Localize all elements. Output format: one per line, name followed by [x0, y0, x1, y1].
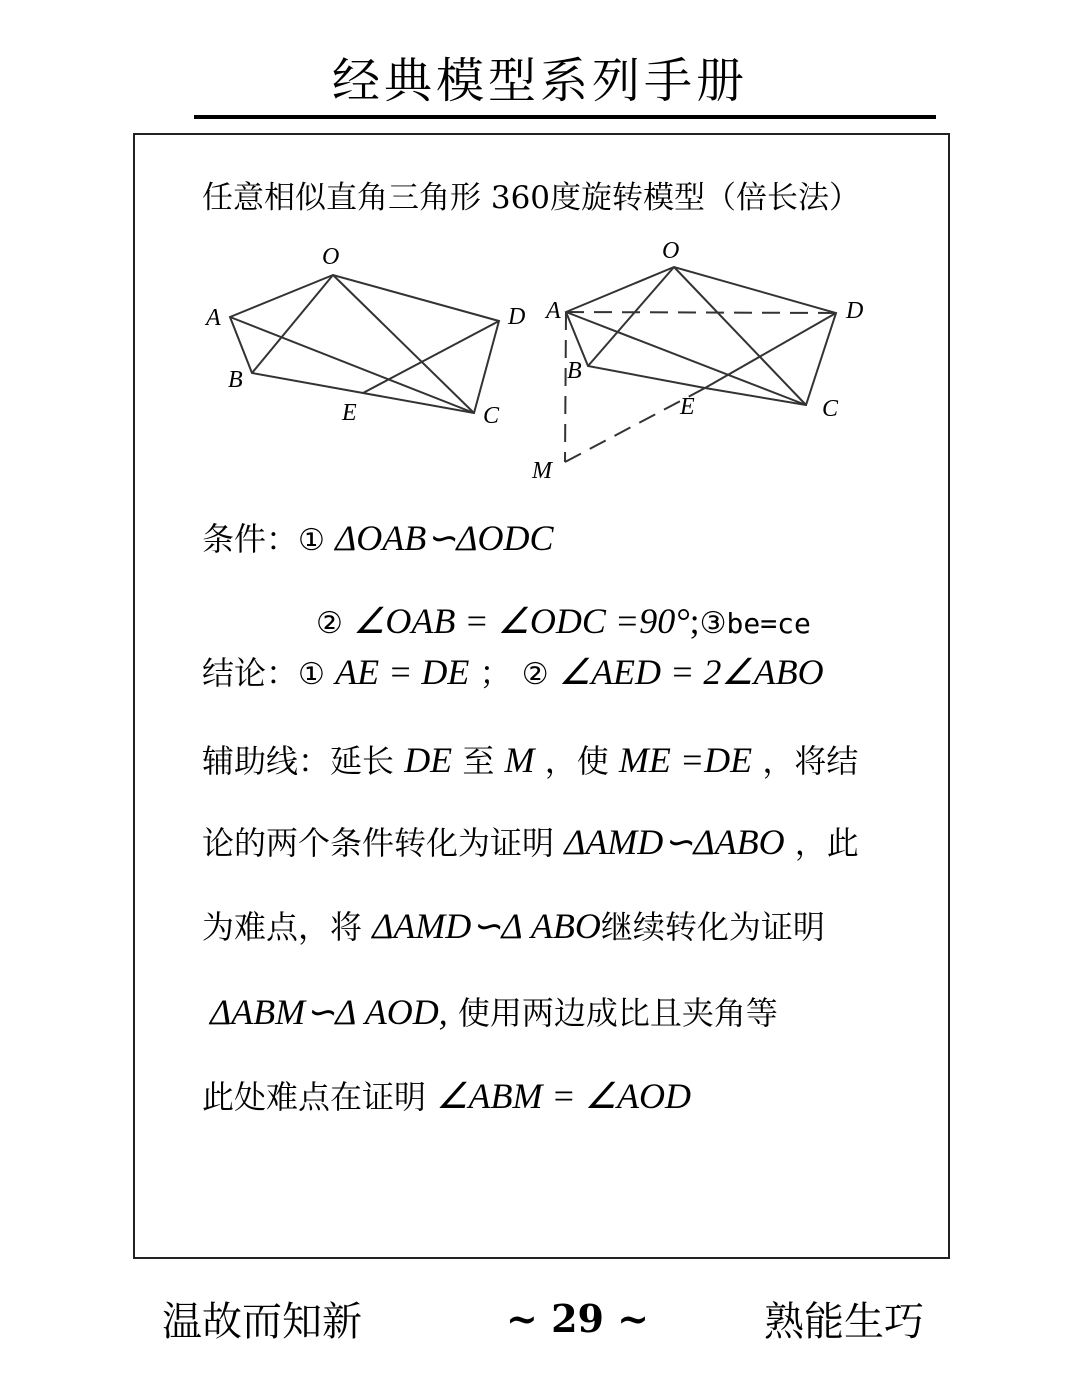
left-figure [230, 275, 499, 413]
condition-2-marker: ② [316, 606, 343, 641]
label-E: E [680, 394, 695, 420]
aux-text: ，将结 [762, 742, 859, 780]
conclusion-2-marker: ② [521, 657, 549, 692]
condition-3-text: be=ce [726, 607, 811, 640]
right-dashed-A-D [566, 312, 836, 313]
right-figure [565, 267, 836, 462]
right-labels [531, 238, 863, 484]
aux-text: 此处难点在证明 [202, 1078, 427, 1116]
left-line-O-B [252, 275, 333, 373]
right-line-A-C [566, 312, 806, 405]
aux-math: ΔAMD∽ΔABO [564, 822, 785, 862]
right-dashed-A-M [565, 312, 566, 462]
aux-text: ，使 [544, 742, 609, 780]
conclusion-label: 结论： [202, 654, 299, 692]
aux-math: ΔABM∽Δ AOD, [210, 992, 448, 1032]
left-line-A-C [230, 317, 474, 413]
label-E: E [342, 400, 357, 426]
conclusion-1-math: AE = DE [335, 652, 470, 692]
auxiliary-line-3 [202, 902, 825, 948]
right-line-D-E [705, 313, 836, 388]
footer-left-motto: 温故而知新 [162, 1299, 362, 1345]
aux-text: ，此 [794, 824, 859, 862]
label-B: B [228, 367, 243, 393]
condition-3-marker: ③ [699, 606, 727, 641]
aux-text: 为难点，将 [202, 908, 363, 946]
aux-math: DE [404, 740, 453, 780]
aux-text: 论的两个条件转化为证明 [202, 824, 555, 862]
conditions-line-2 [316, 600, 811, 642]
section-title: 任意相似直角三角形 360度旋转模型（倍长法） [202, 180, 861, 216]
page-number: ~ 29 ~ [506, 1296, 650, 1341]
footer-right-motto: 熟能生巧 [764, 1299, 924, 1345]
label-O: O [322, 244, 340, 270]
label-C: C [822, 396, 839, 422]
right-line-O-B [588, 267, 674, 366]
aux-math: ME =DE [618, 740, 753, 780]
aux-text: 辅助线：延长 [202, 742, 395, 780]
aux-text: 至 [462, 742, 495, 780]
aux-math: ΔAMD∽Δ ABO [372, 906, 601, 946]
label-A: A [546, 298, 561, 324]
condition-2-math: ∠OAB = ∠ODC =90° [353, 601, 690, 641]
geometry-figures [190, 230, 870, 490]
conditions-line-1 [202, 514, 554, 560]
aux-math: M [504, 740, 535, 780]
condition-separator: ; [689, 601, 700, 641]
auxiliary-line-1 [202, 736, 858, 782]
conditions-label: 条件： [202, 520, 299, 558]
auxiliary-line-2 [202, 818, 859, 864]
conclusion-1-marker: ① [298, 657, 325, 692]
auxiliary-line-5 [202, 1072, 691, 1118]
conclusion-line [202, 648, 824, 694]
right-line-O-C [674, 267, 806, 405]
label-D: D [846, 298, 864, 324]
conclusion-2-math: ∠AED = 2∠ABO [558, 652, 824, 692]
label-D: D [508, 304, 526, 330]
conclusion-separator: ； [479, 654, 512, 692]
label-M: M [532, 458, 552, 484]
condition-1-math: ΔOAB∽ΔODC [335, 518, 554, 558]
label-B: B [567, 358, 582, 384]
label-O: O [662, 238, 680, 264]
left-line-D-E [363, 321, 499, 393]
aux-math: ∠ABM = ∠AOD [436, 1076, 691, 1116]
label-C: C [483, 403, 500, 429]
header-rule [194, 115, 936, 119]
auxiliary-line-4 [210, 988, 778, 1034]
condition-1-marker: ① [298, 523, 325, 558]
aux-text: 使用两边成比且夹角等 [457, 994, 778, 1032]
page-header-title: 经典模型系列手册 [331, 53, 748, 109]
aux-text: 继续转化为证明 [600, 908, 825, 946]
label-A: A [206, 305, 221, 331]
